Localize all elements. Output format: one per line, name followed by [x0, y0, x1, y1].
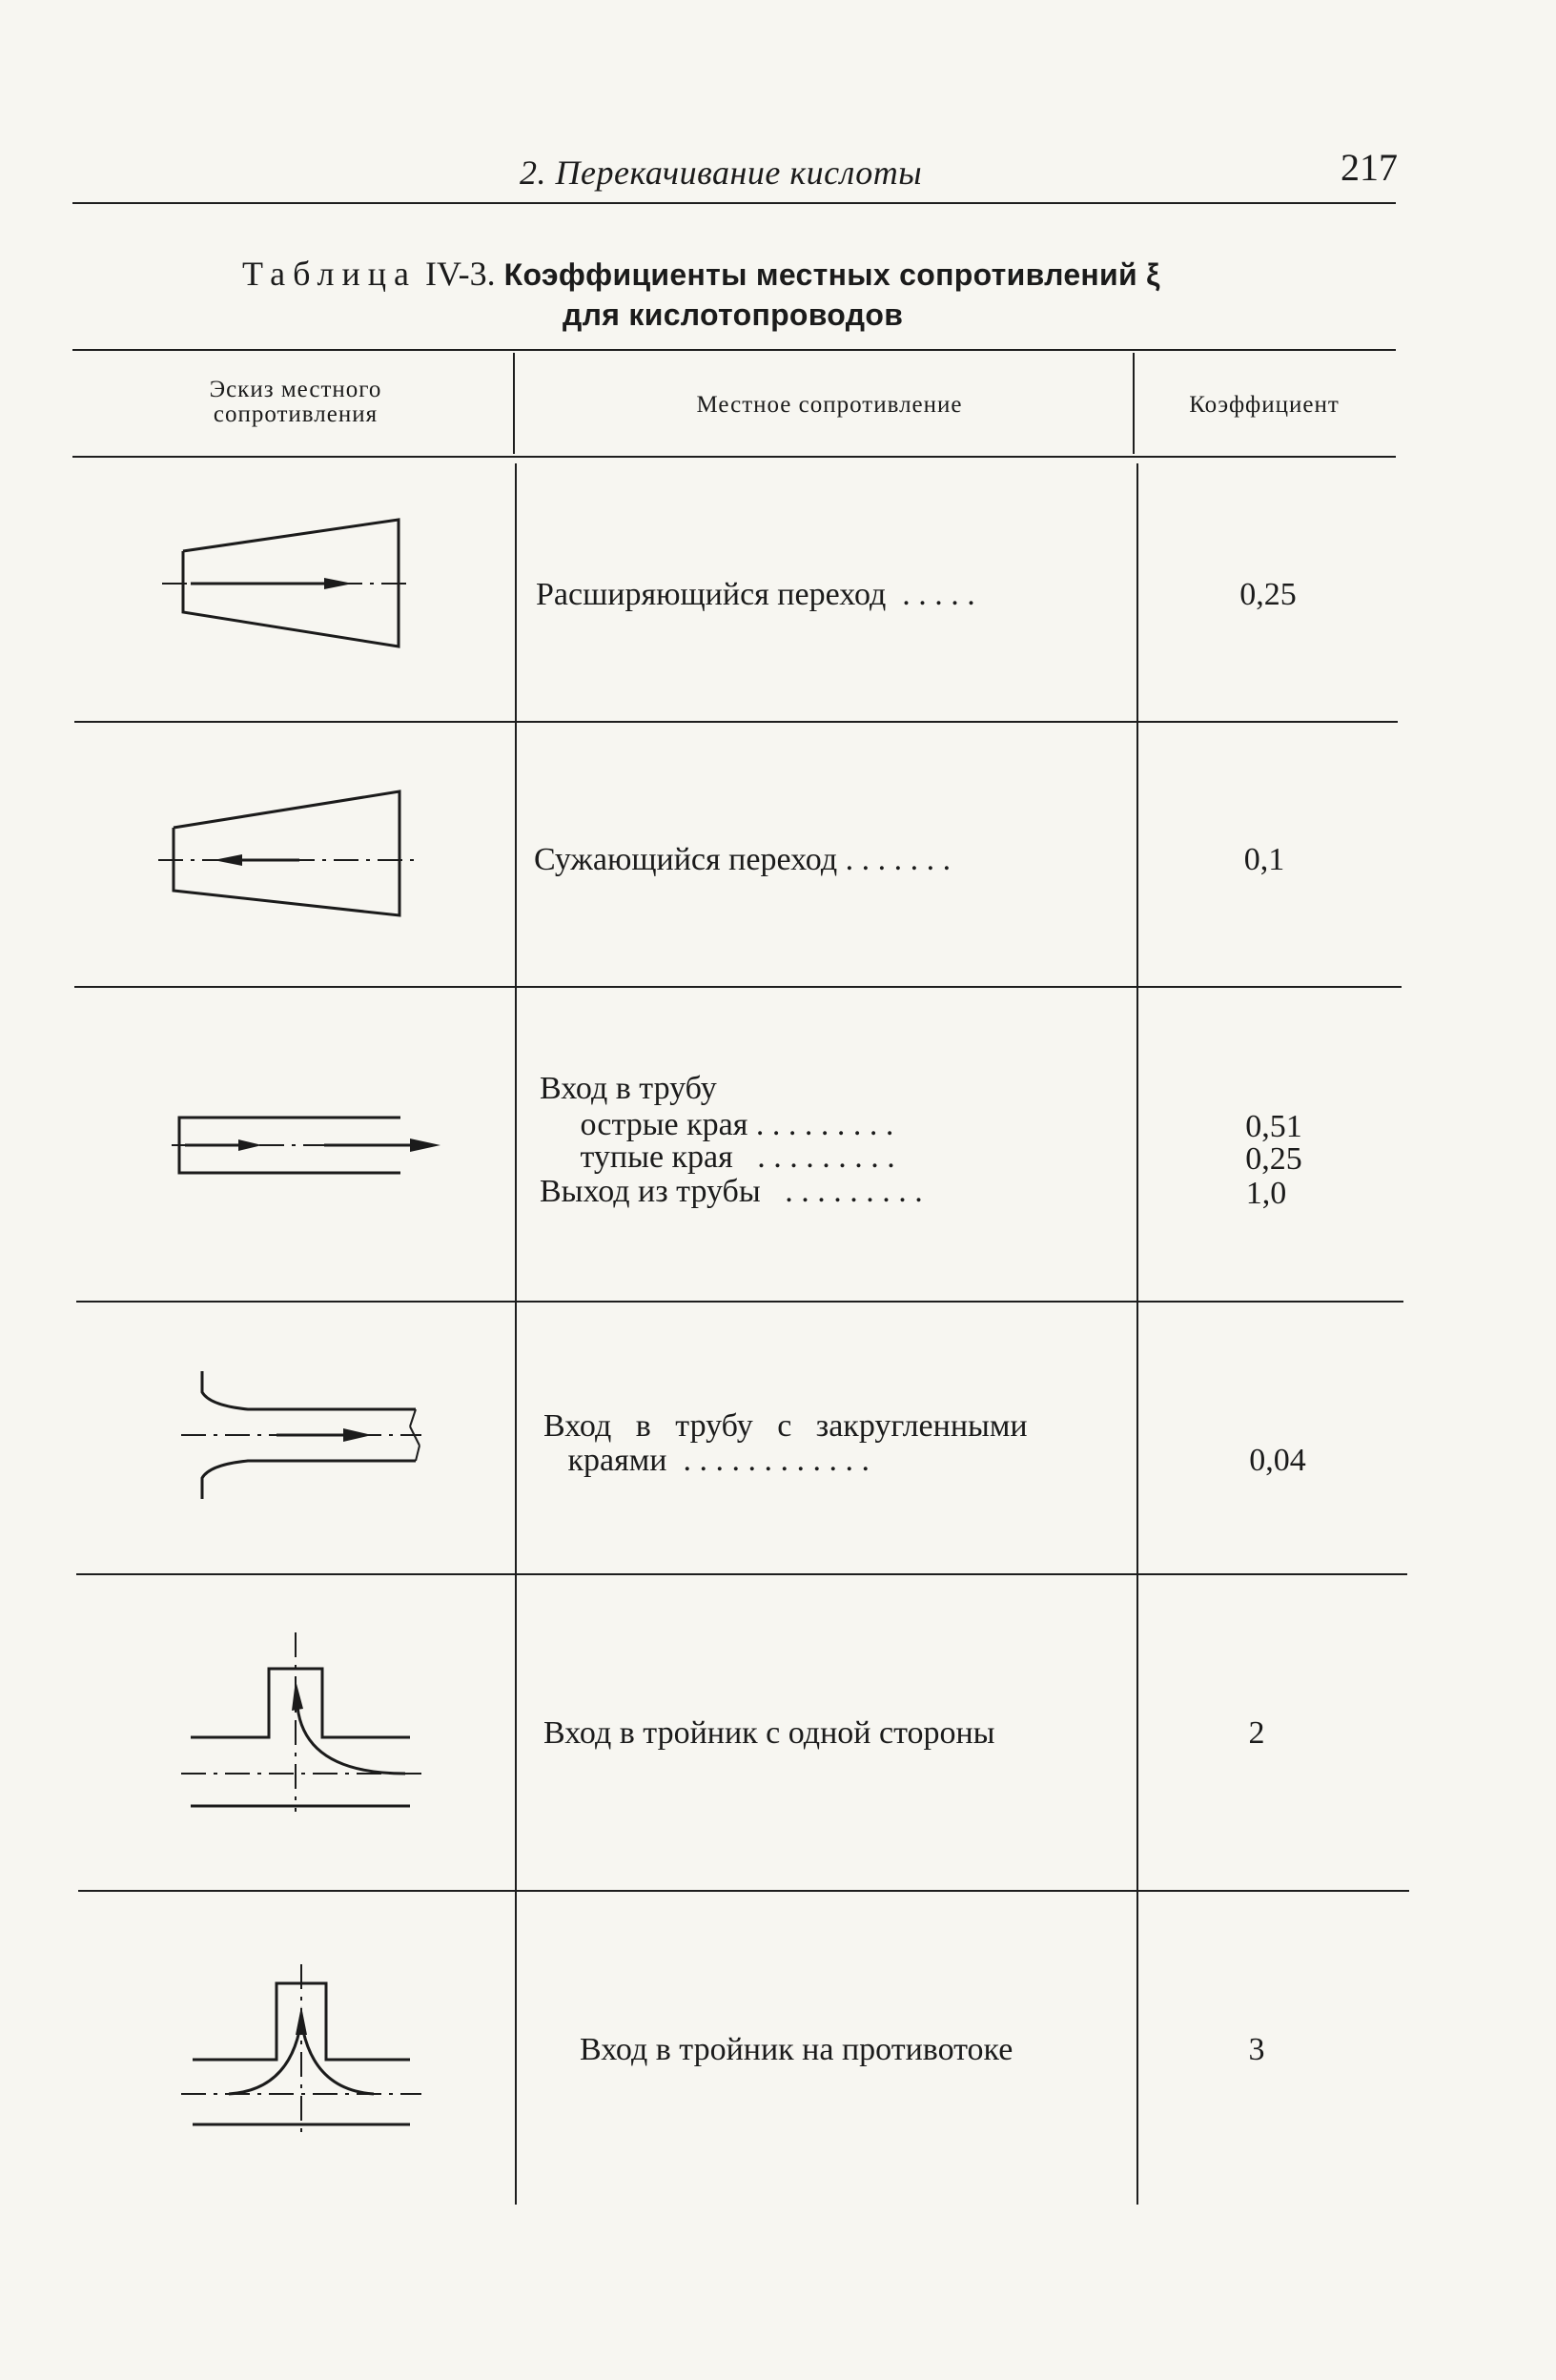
running-title: 2. Перекачивание кислоты: [520, 154, 923, 192]
table-header-rule: [72, 456, 1396, 458]
caption-number: IV-3.: [424, 255, 496, 293]
row-rule-2: [74, 986, 1402, 988]
row-5-value: 2: [1248, 1715, 1265, 1751]
table-top-rule: [72, 349, 1396, 351]
column-divider-2-body: [1136, 463, 1138, 2205]
row-rule-5: [78, 1890, 1409, 1892]
row-rule-1: [74, 721, 1398, 723]
row-3-line-4: Выход из трубы . . . . . . . . .: [540, 1174, 923, 1209]
row-6-value: 3: [1248, 2032, 1265, 2067]
row-3-value-2: 0,25: [1245, 1141, 1302, 1177]
tee-one-side-sketch: [181, 1631, 429, 1821]
expanding-transition-sketch: [162, 505, 420, 658]
row-rule-4: [76, 1573, 1407, 1575]
row-3-value-1: 0,51: [1245, 1109, 1302, 1144]
caption-label: Таблица: [242, 255, 417, 293]
row-4-line-1: Вход в трубу с закругленными: [543, 1408, 1028, 1444]
table-caption: [242, 254, 1160, 332]
pipe-entry-exit-sketch: [172, 1106, 439, 1182]
row-1-text: Расширяющийся переход . . . . .: [536, 577, 975, 612]
row-3-line-1: Вход в трубу: [540, 1071, 717, 1106]
row-6-text: Вход в тройник на противотоке: [580, 2032, 1013, 2067]
column-header-sketch: Эскиз местного сопротивления: [209, 377, 382, 427]
narrowing-transition-sketch: [156, 784, 423, 927]
row-5-text: Вход в тройник с одной стороны: [543, 1715, 995, 1751]
column-header-resistance: Местное сопротивление: [696, 392, 963, 418]
row-3-line-3: тупые края . . . . . . . . .: [540, 1139, 895, 1175]
row-2-value: 0,1: [1243, 842, 1285, 877]
row-4-value: 0,04: [1249, 1443, 1306, 1478]
caption-title-line1: Коэффициенты местных сопротивлений ξ: [503, 257, 1160, 292]
column-header-coefficient: Коэффициент: [1189, 392, 1340, 418]
row-1-value: 0,25: [1239, 577, 1297, 612]
rounded-entry-sketch: [181, 1365, 429, 1508]
row-3-line-2: острые края . . . . . . . . .: [540, 1107, 894, 1142]
column-divider-1: [513, 353, 515, 454]
header-rule: [72, 202, 1396, 204]
row-3-value-3: 1,0: [1245, 1176, 1287, 1211]
page-number: 217: [1341, 146, 1398, 189]
caption-title-line2: для кислотопроводов: [563, 298, 904, 332]
row-rule-3: [76, 1301, 1403, 1303]
row-2-text: Сужающийся переход . . . . . . .: [534, 842, 952, 877]
tee-counterflow-sketch: [181, 1964, 429, 2145]
column-divider-2: [1133, 353, 1135, 454]
row-4-line-2: краями . . . . . . . . . . . .: [543, 1443, 870, 1478]
column-divider-1-body: [515, 463, 517, 2205]
